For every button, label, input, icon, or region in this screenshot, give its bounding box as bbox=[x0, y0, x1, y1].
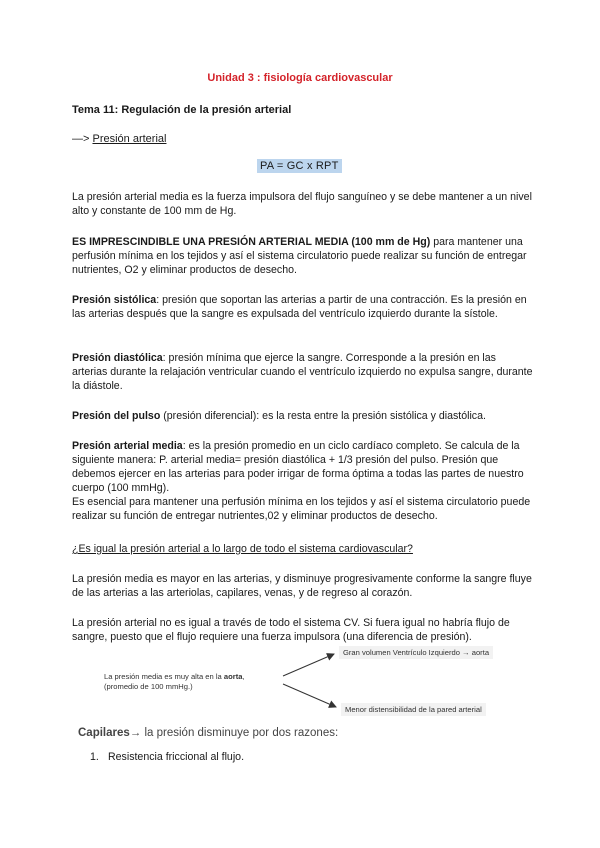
subtopic-title: Presión arterial bbox=[92, 133, 167, 145]
aorta-note-c: , (promedio de 100 mmHg.) bbox=[104, 672, 245, 691]
aorta-note-a: La presión media es muy alta en la bbox=[104, 672, 224, 681]
label-volume: Gran volumen Ventrículo Izquierdo → aorta bbox=[339, 646, 493, 659]
paragraph-2-text: para mantener una perfusión mínima en los tejidos y así el sistema circulatorio puede realizar su función de entregar nutrientes, O2 y eliminar productos de desecho. bbox=[72, 236, 527, 276]
mean-pressure-term: Presión arterial media bbox=[72, 440, 183, 452]
list-number: 1. bbox=[90, 751, 99, 763]
question-heading: ¿Es igual la presión arterial a lo largo de todo el sistema cardiovascular? bbox=[72, 543, 413, 555]
formula-highlight: PA = GC x RPT bbox=[257, 159, 342, 173]
arrow-up-line bbox=[283, 654, 334, 676]
topic-heading: Tema 11: Regulación de la presión arterial bbox=[72, 104, 292, 116]
paragraph-1: La presión arterial media es la fuerza impulsora del flujo sanguíneo y se debe mantener a un nivel alto y constante de 100 mm de Hg. bbox=[72, 191, 532, 217]
list-item bbox=[90, 751, 244, 763]
document-title: Unidad 3 : fisiología cardiovascular bbox=[207, 72, 393, 84]
diastolic-text: : presión mínima que ejerce la sangre. Corresponde a la presión en las arterias durante la relajación ventricular cuando el ventrículo izquierdo no expulsa sangre, durante la diástole. bbox=[72, 352, 533, 392]
systolic-term: Presión sistólica bbox=[72, 294, 157, 306]
systolic-text: : presión que soportan las arterias a partir de una contracción. Es la presión en las arterias después que la sangre es expulsada del ventrículo izquierdo durante la sístole. bbox=[72, 294, 527, 320]
pulse-term: Presión del pulso bbox=[72, 410, 161, 422]
paragraph-8: La presión arterial no es igual a través de todo el sistema CV. Si fuera igual no habría flujo de sangre, puesto que el flujo requiere una fuerza impulsora (una diferencia de presión). bbox=[72, 617, 510, 643]
arrow-down-line bbox=[283, 684, 336, 707]
mean-pressure-text: : es la presión promedio en un ciclo cardíaco completo. Se calcula de la siguiente manera: P. arterial media= presión diastólica + 1/3 presión del pulso. Presión que debemos ejercer en las arterias para poder irrigar de forma óptima a todas las partes de nuestro cuerpo (100 mmHg). bbox=[72, 440, 524, 494]
list-text: Resistencia friccional al flujo. bbox=[108, 751, 245, 763]
paragraph-2-bold: ES IMPRESCINDIBLE UNA PRESIÓN ARTERIAL MEDIA (100 mm de Hg) bbox=[72, 236, 431, 248]
capilares-text: → la presión disminuye por dos razones: bbox=[129, 727, 339, 739]
capilares-heading bbox=[78, 727, 338, 739]
aorta-note-bold: aorta bbox=[223, 672, 243, 681]
pulse-text: (presión diferencial): es la resta entre la presión sistólica y diastólica. bbox=[160, 410, 486, 422]
mean-pressure-extra: Es esencial para mantener una perfusión mínima en los tejidos y así el sistema circulatorio puede realizar su función de entregar nutrientes,02 y eliminar productos de desecho. bbox=[72, 496, 531, 522]
paragraph-7: La presión media es mayor en las arterias, y disminuye progresivamente conforme la sangre fluye de las arterias a las arteriolas, capilares, venas, y de regreso al corazón. bbox=[72, 573, 532, 599]
aorta-note bbox=[100, 669, 283, 705]
diastolic-term: Presión diastólica bbox=[72, 352, 163, 364]
label-distensibility: Menor distensibilidad de la pared arterial bbox=[341, 703, 486, 716]
capilares-term: Capilares bbox=[78, 727, 130, 739]
arrow-prefix: —> bbox=[72, 133, 93, 145]
